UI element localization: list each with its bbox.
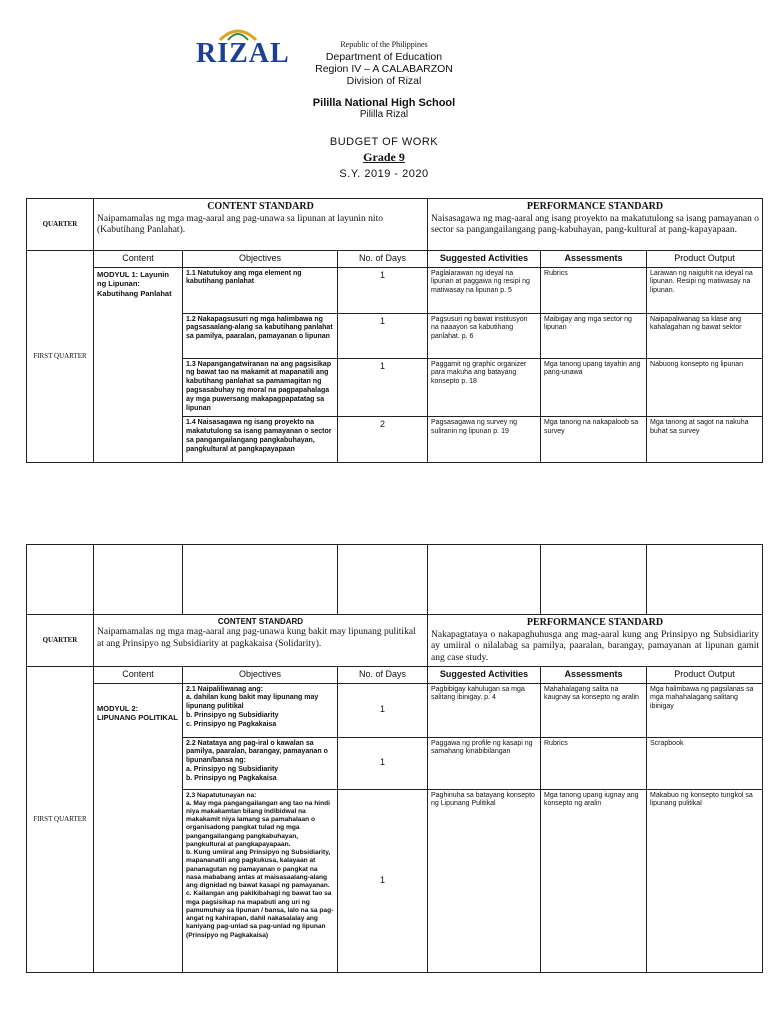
quarter-cell: FIRST QUARTER <box>27 667 94 973</box>
performance-standard-title: PERFORMANCE STANDARD <box>526 617 664 628</box>
col-activities: Suggested Activities <box>428 251 541 268</box>
objective-cell: 1.3 Napangangatwiranan na ang pagsisikap ng bawat tao na makamit at mapanatili ang kabutihang panlahat sa pamamagitan ng pagsasabuhay ng moral na pagpapahalaga ay mga puwersang makapagpapatatag sa lipunan <box>183 358 338 417</box>
days-cell: 2 <box>338 417 428 463</box>
objective-cell: 2.2 Natataya ang pag-iral o kawalan sa pamilya, paaralan, barangay, pamayanan o lipunan/bansa ng: a. Prinsipyo ng Subsidiarity b. Prinsipyo ng Pagkakaisa <box>183 737 338 789</box>
module-content: MODYUL 1: Layunin ng Lipunan: Kabutihang Panlahat <box>94 267 183 463</box>
division-line: Division of Rizal <box>346 75 422 87</box>
school-year: S.Y. 2019 - 2020 <box>339 168 429 180</box>
quarter-header: QUARTER <box>27 615 94 667</box>
blank-cell <box>27 545 94 615</box>
table-row <box>27 683 763 737</box>
output-cell: Scrapbook <box>647 737 763 789</box>
blank-cell <box>541 545 647 615</box>
col-assessments: Assessments <box>541 667 647 684</box>
school-name: Pililla National High School <box>312 97 456 109</box>
assessment-cell: Mga tanong upang tayahin ang pang-unawa <box>541 358 647 417</box>
region-line: Region IV – A CALABARZON <box>315 63 453 75</box>
col-output: Product Output <box>647 251 763 268</box>
performance-standard-text: Naisasagawa ng mag-aaral ang isang proyekto na makatutulong sa isang pamayanan o sector sa pangangailangang pang-kabuhayan, pang-kultural at pang-kapayapaan. <box>431 213 760 236</box>
module-content: MODYUL 2: LIPUNANG POLITIKAL <box>94 683 183 972</box>
col-activities: Suggested Activities <box>428 667 541 684</box>
logo-text: RIZAL <box>196 38 290 69</box>
blank-cell <box>428 545 541 615</box>
days-cell: 1 <box>338 737 428 789</box>
blank-cell <box>94 545 183 615</box>
column-header-row <box>27 251 763 268</box>
days-cell: 1 <box>338 789 428 972</box>
content-standard-text: Naipamamalas ng mga mag-aaral ang pag-unawa sa lipunan at layunin nito (Kabutihang Panlahat). <box>97 213 383 236</box>
days-cell: 1 <box>338 267 428 313</box>
quarter-cell: FIRST QUARTER <box>27 251 94 463</box>
performance-standard-cell <box>428 615 763 667</box>
performance-standard-text: Nakapagtataya o nakapaghuhusga ang mag-aaral kung ang Prinsipyo ng Subsidiarity ay umiiral o nilalabag sa pamilya, paaralan, barangay, pamayanan at lipunan gamit ang case study. <box>431 629 759 663</box>
output-cell: Mga tanong at sagot na nakuha buhat sa survey <box>647 417 763 463</box>
col-days: No. of Days <box>338 667 428 684</box>
performance-standard-title: PERFORMANCE STANDARD <box>526 201 664 212</box>
col-content: Content <box>94 667 183 684</box>
department-line: Department of Education <box>325 51 443 63</box>
activity-cell: Paggawa ng profile ng kasapi ng samahang kinabibilangan <box>428 737 541 789</box>
output-cell: Makabuo ng konsepto tungkol sa lipunang pulitikal <box>647 789 763 972</box>
budget-table-2 <box>26 544 763 973</box>
content-standard-text: Naipamamalas ng mga mag-aaral ang pag-unawa kung bakit may lipunang pulitikal at ang Prinsipyo ng Subsidiarity at pagkakaisa (Solidarity). <box>97 627 416 649</box>
activity-cell: Paggamit ng graphic organizer para makuha ang batayang konsepto p. 18 <box>428 358 541 417</box>
activity-cell: Pagbibigay kahulugan sa mga salitang ibinigay. p. 4 <box>428 683 541 737</box>
content-standard-cell <box>94 615 428 667</box>
output-cell: Mga halimbawa ng pagsilanas sa mga mahahalagang salitang ibinigay <box>647 683 763 737</box>
objective-cell: 1.2 Nakapagsusuri ng mga halimbawa ng pagsasaalang-alang sa kabutihang panlahat sa pamilya, paaralan, pamayanan o lipunan <box>183 313 338 358</box>
content-standard-title: CONTENT STANDARD <box>207 201 314 212</box>
assessment-cell: Maibigay ang mga sector ng lipunan <box>541 313 647 358</box>
assessment-cell: Mga tanong upang iugnay ang konsepto ng aralin <box>541 789 647 972</box>
activity-cell: Paglalarawan ng ideyal na lipunan at paggawa ng resipi ng matiwasay na lipunan p. 5 <box>428 267 541 313</box>
days-cell: 1 <box>338 683 428 737</box>
activity-cell: Pagsasagawa ng survey ng suliranin ng lipunan p. 19 <box>428 417 541 463</box>
blank-row <box>27 545 763 615</box>
activity-cell: Paghinuha sa batayang konsepto ng Lipunang Pulitikal <box>428 789 541 972</box>
assessment-cell: Mga tanong na nakapaloob sa survey <box>541 417 647 463</box>
column-header-row <box>27 667 763 684</box>
content-standard-cell <box>94 199 428 251</box>
content-standard-title: CONTENT STANDARD <box>217 617 304 626</box>
document-header <box>0 0 768 200</box>
grade-level: Grade 9 <box>363 150 405 164</box>
blank-cell <box>338 545 428 615</box>
assessment-cell: Rubrics <box>541 267 647 313</box>
col-objectives: Objectives <box>183 251 338 268</box>
col-content: Content <box>94 251 183 268</box>
objective-cell: 2.1 Naipaliliwanag ang: a. dahilan kung bakit may lipunang may lipunang pulitikal b. Prinsipyo ng Subsidiarity c. Prinsipyo ng Pagkakaisa <box>183 683 338 737</box>
objective-cell: 1.4 Naisasagawa ng isang proyekto na makatutulong sa isang pamayanan o sector sa pangangailangang pangkabuhayan, pangkultural at pangkapayapaan <box>183 417 338 463</box>
objective-cell: 1.1 Natutukoy ang mga element ng kabutihang panlahat <box>183 267 338 313</box>
performance-standard-cell <box>428 199 763 251</box>
assessment-cell: Rubrics <box>541 737 647 789</box>
output-cell: Naipapaliwanag sa klase ang kahalagahan ng bawat sektor <box>647 313 763 358</box>
days-cell: 1 <box>338 358 428 417</box>
col-days: No. of Days <box>338 251 428 268</box>
blank-cell <box>183 545 338 615</box>
document-title: BUDGET OF WORK <box>329 136 439 148</box>
output-cell: Larawan ng naiguhit na ideyal na lipunan. Resipi ng matiwasay na lipunan. <box>647 267 763 313</box>
objective-cell: 2.3 Napatutunayan na: a. May mga pangangailangan ang tao na hindi niya makakamtan bilang indibidwal na makakamit niya lamang sa pamahalaan o organisadong pangkat tulad ng mga pangangailangang pangkabuhayan, pangkultural at pangkapayapaan. b. Kung umiiral ang Prinsipyo ng Subsidiarity, mapananatili ang pagkukusa, kalayaan at pananagutan ng pamayanan o pangkat na nasa mababang antas at maisasaalang-alang ang dignidad ng bawat kasapi ng pamayanan. c. Kailangan ang pakikibahagi ng bawat tao sa mga pagsisikap na mapabuti ang uri ng pamumuhay sa lipunan / bansa, lalo na sa pag-angat ng kahirapan, dahil nakasalalay ang kaniyang pag-unlad sa pag-unlad ng lipunan (Prinsipyo ng Pagkakaisa) <box>183 789 338 972</box>
col-assessments: Assessments <box>541 251 647 268</box>
assessment-cell: Mahahalagang salita na kaugnay sa konsepto ng aralin <box>541 683 647 737</box>
quarter-header: QUARTER <box>27 199 94 251</box>
school-town: Pililla Rizal <box>359 109 409 120</box>
output-cell: Nabuong konsepto ng lipunan <box>647 358 763 417</box>
budget-table-1 <box>26 198 763 463</box>
standards-row <box>27 615 763 667</box>
col-output: Product Output <box>647 667 763 684</box>
blank-cell <box>647 545 763 615</box>
col-objectives: Objectives <box>183 667 338 684</box>
days-cell: 1 <box>338 313 428 358</box>
table-row <box>27 267 763 313</box>
republic-line: Republic of the Philippines <box>340 40 428 49</box>
activity-cell: Pagsusuri ng bawat institusyon na naaayon sa kabutihang panlahat. p. 6 <box>428 313 541 358</box>
standards-row <box>27 199 763 251</box>
